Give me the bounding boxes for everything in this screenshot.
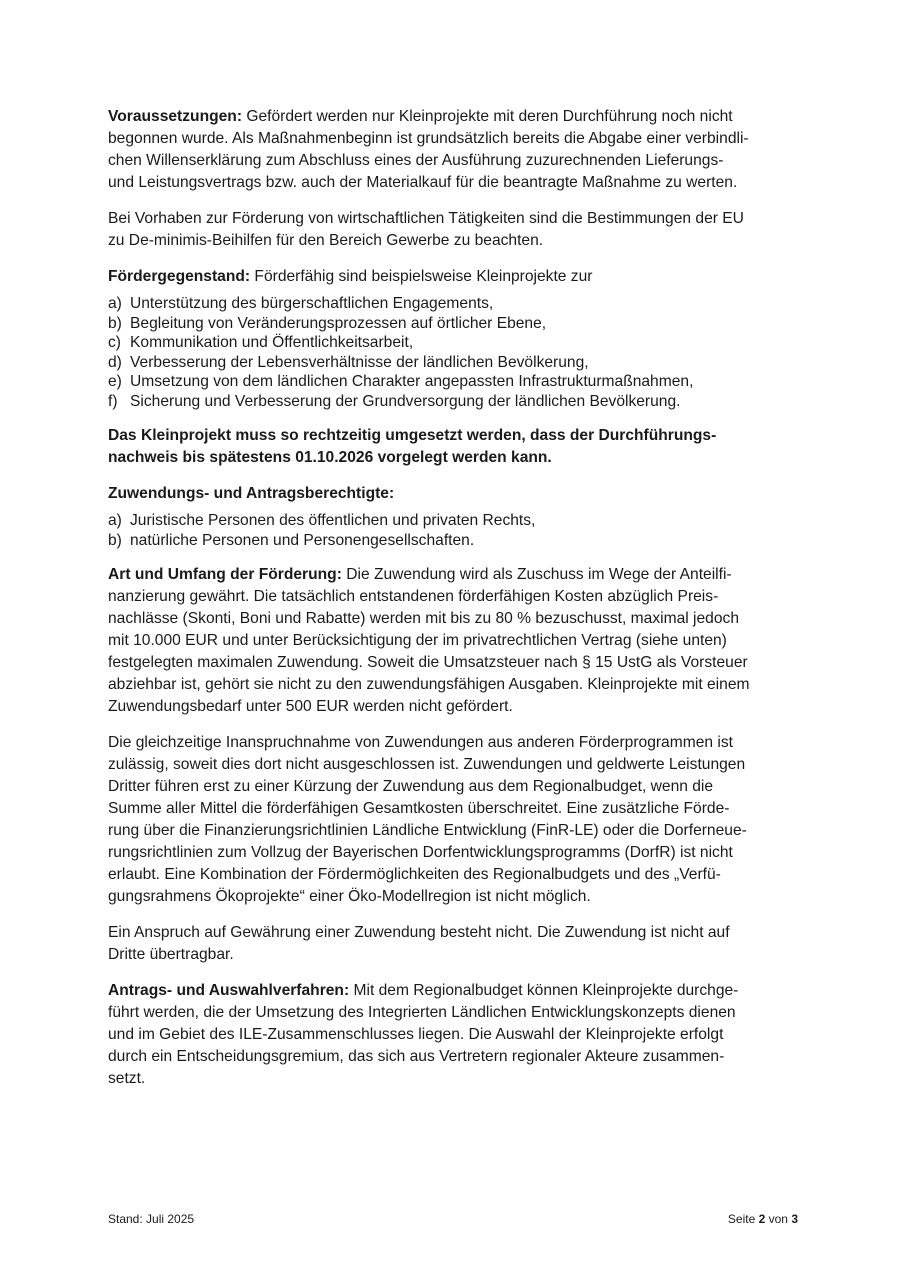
paragraph-line: rung über die Finanzierungsrichtlinien Ländliche Entwicklung (FinR-LE) oder die Dorferneue-: [108, 822, 747, 839]
list-marker: b): [108, 531, 122, 549]
list-item: [108, 333, 798, 353]
paragraph-line: [108, 564, 798, 586]
paragraph-text: Förderfähig sind beispielsweise Kleinprojekte zur: [250, 268, 593, 285]
page-label: Seite: [727, 1212, 759, 1226]
paragraph-line: [108, 106, 798, 128]
list-marker: d): [108, 353, 122, 371]
footer-page-number: [728, 1212, 798, 1226]
list-item-text: Verbesserung der Lebensverhältnisse der ländlichen Bevölkerung,: [130, 353, 589, 371]
paragraph-line: rungsrichtlinien zum Vollzug der Bayerischen Dorfentwicklungsprogramms (DorfR) ist nicht: [108, 844, 733, 861]
section-lead: Fördergegenstand:: [108, 268, 251, 285]
list-marker: e): [108, 373, 122, 390]
section-foerdergegenstand: [108, 266, 798, 411]
paragraph-line: durch ein Entscheidungsgremium, das sich aus Vertretern regionaler Akteure zusammen-: [108, 1048, 725, 1065]
paragraph-line: Dritte übertragbar.: [108, 946, 234, 963]
paragraph-line: gungsrahmens Ökoprojekte“ einer Öko-Modellregion ist nicht möglich.: [108, 888, 591, 905]
paragraph-line: nachlässe (Skonti, Boni und Rabatte) werden mit bis zu 80 % bezuschusst, maximal jedoch: [108, 610, 739, 627]
list-item-text: Unterstützung des bürgerschaftlichen Engagements,: [130, 295, 494, 312]
list-item: [108, 314, 798, 334]
paragraph-line: [108, 980, 798, 1002]
list-item: [108, 531, 798, 551]
footer-stand: Stand: Juli 2025: [108, 1212, 195, 1226]
section-anspruch: [108, 922, 798, 966]
page-separator: von: [765, 1212, 792, 1226]
list-marker: c): [108, 334, 121, 351]
list-item-text: Sicherung und Verbesserung der Grundversorgung der ländlichen Bevölkerung.: [130, 392, 681, 410]
section-deminimis: [108, 208, 798, 252]
paragraph-line: Bei Vorhaben zur Förderung von wirtschaftlichen Tätigkeiten sind die Bestimmungen der EU: [108, 210, 744, 227]
deadline-line: Das Kleinprojekt muss so rechtzeitig umgesetzt werden, dass der Durchführungs-: [108, 427, 717, 444]
deadline-line: nachweis bis spätestens 01.10.2026 vorgelegt werden kann.: [108, 449, 552, 466]
total-pages: 3: [791, 1212, 798, 1226]
paragraph-line: abziehbar ist, gehört sie nicht zu den zuwendungsfähigen Ausgaben. Kleinprojekte mit einem: [108, 676, 750, 693]
list-marker: a): [108, 295, 122, 312]
foerdergegenstand-list: [108, 294, 798, 411]
document-page: [108, 106, 798, 1104]
paragraph-text: Gefördert werden nur Kleinprojekte mit deren Durchführung noch nicht: [242, 108, 733, 125]
paragraph-line: zu De-minimis-Beihilfen für den Bereich Gewerbe zu beachten.: [108, 232, 544, 249]
list-item: [108, 392, 798, 412]
paragraph-line: und Leistungsvertrags bzw. auch der Materialkauf für die beantragte Maßnahme zu werten.: [108, 174, 738, 191]
list-item-text: Umsetzung von dem ländlichen Charakter angepassten Infrastrukturmaßnahmen,: [130, 373, 694, 390]
current-page: 2: [758, 1212, 766, 1226]
paragraph-line: Zuwendungsbedarf unter 500 EUR werden nicht gefördert.: [108, 698, 513, 715]
section-berechtigte: [108, 483, 798, 550]
section-voraussetzungen: [108, 106, 798, 194]
paragraph-line: mit 10.000 EUR und unter Berücksichtigung der im privatrechtlichen Vertrag (siehe unten): [108, 632, 727, 649]
paragraph-line: begonnen wurde. Als Maßnahmenbeginn ist grundsätzlich bereits die Abgabe einer verbindli-: [108, 130, 749, 147]
paragraph-line: [108, 266, 798, 288]
paragraph-line: festgelegten maximalen Zuwendung. Soweit die Umsatzsteuer nach § 15 UstG als Vorsteuer: [108, 654, 748, 671]
list-item: [108, 294, 798, 314]
list-item-text: Kommunikation und Öffentlichkeitsarbeit,: [130, 334, 414, 351]
paragraph-line: Dritter führen erst zu einer Kürzung der Zuwendung aus dem Regionalbudget, wenn die: [108, 778, 714, 795]
paragraph-line: Die gleichzeitige Inanspruchnahme von Zuwendungen aus anderen Förderprogrammen ist: [108, 734, 733, 751]
paragraph-line: nanzierung gewährt. Die tatsächlich entstandenen förderfähigen Kosten abzüglich Preis-: [108, 588, 719, 605]
list-item: [108, 353, 798, 373]
list-item-text: Begleitung von Veränderungsprozessen auf örtlicher Ebene,: [130, 314, 547, 332]
section-lead: Voraussetzungen:: [108, 108, 243, 125]
paragraph-line: setzt.: [108, 1070, 146, 1087]
section-heading: Zuwendungs- und Antragsberechtigte:: [108, 485, 395, 502]
paragraph-line: chen Willenserklärung zum Abschluss eines der Ausführung zuzurechnenden Lieferungs-: [108, 152, 724, 169]
list-item-text: Juristische Personen des öffentlichen und privaten Rechts,: [130, 512, 536, 529]
paragraph-line: führt werden, die der Umsetzung des Integrierten Ländlichen Entwicklungskonzepts dienen: [108, 1004, 736, 1021]
berechtigte-list: [108, 511, 798, 550]
paragraph-line: zulässig, soweit dies dort nicht ausgeschlossen ist. Zuwendungen und geldwerte Leistungen: [108, 756, 746, 773]
section-lead: Art und Umfang der Förderung:: [108, 566, 342, 583]
list-marker: a): [108, 512, 122, 529]
section-art-umfang: [108, 564, 798, 718]
paragraph-text: Die Zuwendung wird als Zuschuss im Wege der Anteilfi-: [341, 566, 732, 583]
section-kumulierung: [108, 732, 798, 908]
list-item: [108, 372, 798, 392]
section-frist: [108, 425, 798, 469]
list-marker: f): [108, 392, 118, 410]
paragraph-line: erlaubt. Eine Kombination der Fördermöglichkeiten des Regionalbudgets und des „Verfü-: [108, 866, 721, 883]
paragraph-line: und im Gebiet des ILE-Zusammenschlusses liegen. Die Auswahl der Kleinprojekte erfolgt: [108, 1026, 724, 1043]
paragraph-line: Ein Anspruch auf Gewährung einer Zuwendung besteht nicht. Die Zuwendung ist nicht auf: [108, 924, 730, 941]
paragraph-line: Summe aller Mittel die förderfähigen Gesamtkosten überschreitet. Eine zusätzliche Förde-: [108, 800, 730, 817]
list-item: [108, 511, 798, 531]
paragraph-text: Mit dem Regionalbudget können Kleinprojekte durchge-: [349, 982, 739, 999]
list-marker: b): [108, 314, 122, 332]
list-item-text: natürliche Personen und Personengesellschaften.: [130, 531, 475, 549]
section-lead: Antrags- und Auswahlverfahren:: [108, 982, 350, 999]
section-verfahren: [108, 980, 798, 1090]
